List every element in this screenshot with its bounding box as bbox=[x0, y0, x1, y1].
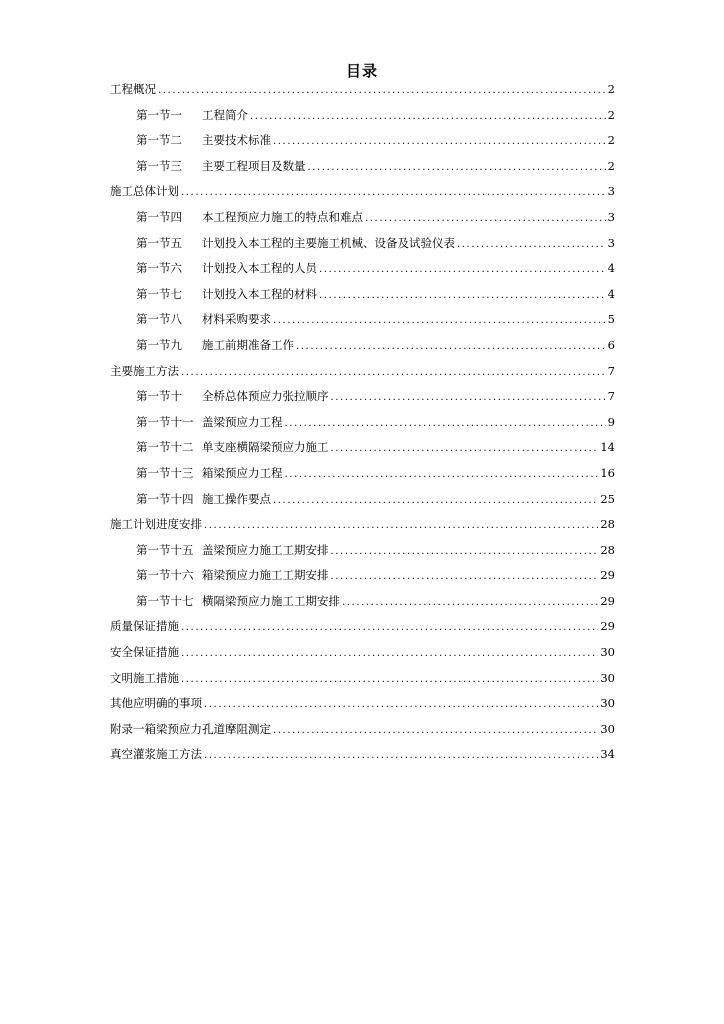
toc-section-entry[interactable] bbox=[110, 592, 615, 618]
toc-entry-page-number: 25 bbox=[600, 491, 615, 506]
toc-entry-number: 第一节十一 bbox=[136, 414, 194, 429]
toc-entry-page-number: 30 bbox=[600, 696, 615, 711]
toc-section-entry[interactable] bbox=[110, 208, 615, 234]
toc-entry-page-number: 30 bbox=[600, 670, 615, 685]
toc-list bbox=[110, 80, 615, 771]
toc-chapter-entry[interactable] bbox=[110, 643, 615, 669]
toc-entry-page-number: 9 bbox=[607, 414, 615, 429]
toc-entry-number: 第一节七 bbox=[136, 286, 182, 301]
toc-entry-title: 文明施工措施 bbox=[110, 670, 179, 685]
toc-entry-page-number: 5 bbox=[607, 312, 615, 327]
toc-entry-title: 计划投入本工程的主要施工机械、设备及试验仪表 bbox=[202, 235, 455, 250]
toc-entry-number: 第一节三 bbox=[136, 158, 182, 173]
toc-dot-leader bbox=[250, 108, 606, 126]
toc-entry-page-number: 3 bbox=[607, 209, 615, 224]
toc-section-entry[interactable] bbox=[110, 541, 615, 567]
toc-dot-leader bbox=[204, 747, 598, 765]
toc-entry-title: 横隔梁预应力施工工期安排 bbox=[202, 593, 340, 608]
toc-entry-page-number: 4 bbox=[607, 286, 615, 301]
toc-entry-number: 第一节十二 bbox=[136, 440, 194, 455]
toc-entry-title: 单支座横隔梁预应力施工 bbox=[202, 440, 329, 455]
toc-entry-number: 第一节十七 bbox=[136, 593, 194, 608]
toc-entry-number: 第一节十六 bbox=[136, 568, 194, 583]
toc-chapter-entry[interactable] bbox=[110, 80, 615, 106]
toc-entry-page-number: 29 bbox=[600, 568, 615, 583]
toc-dot-leader bbox=[204, 517, 598, 535]
toc-dot-leader bbox=[308, 159, 606, 177]
toc-dot-leader bbox=[273, 722, 598, 740]
toc-dot-leader bbox=[273, 133, 606, 151]
toc-entry-number: 第一节四 bbox=[136, 209, 182, 224]
toc-entry-page-number: 6 bbox=[607, 337, 615, 352]
toc-section-entry[interactable] bbox=[110, 259, 615, 285]
toc-entry-page-number: 2 bbox=[607, 107, 615, 122]
toc-entry-title: 主要技术标准 bbox=[202, 133, 271, 148]
toc-entry-title: 本工程预应力施工的特点和难点 bbox=[202, 209, 363, 224]
toc-entry-page-number: 29 bbox=[600, 619, 615, 634]
toc-entry-number: 第一节五 bbox=[136, 235, 182, 250]
toc-dot-leader bbox=[365, 210, 606, 228]
toc-entry-title: 施工总体计划 bbox=[110, 184, 179, 199]
toc-dot-leader bbox=[204, 696, 598, 714]
toc-entry-page-number: 2 bbox=[607, 82, 615, 96]
toc-section-entry[interactable] bbox=[110, 387, 615, 413]
toc-section-entry[interactable] bbox=[110, 157, 615, 183]
toc-entry-title: 主要施工方法 bbox=[110, 363, 179, 378]
toc-entry-title: 工程概况 bbox=[110, 82, 156, 96]
toc-entry-number: 第一节十 bbox=[136, 389, 182, 404]
toc-entry-title: 施工前期准备工作 bbox=[202, 337, 294, 352]
toc-entry-page-number: 28 bbox=[600, 542, 615, 557]
toc-section-entry[interactable] bbox=[110, 234, 615, 260]
toc-section-entry[interactable] bbox=[110, 310, 615, 336]
toc-dot-leader bbox=[273, 492, 598, 510]
toc-entry-title: 工程简介 bbox=[202, 107, 248, 122]
toc-chapter-entry[interactable] bbox=[110, 515, 615, 541]
toc-entry-page-number: 30 bbox=[600, 721, 615, 736]
toc-entry-page-number: 4 bbox=[607, 261, 615, 276]
toc-section-entry[interactable] bbox=[110, 490, 615, 516]
toc-entry-title: 箱梁预应力工程 bbox=[202, 465, 283, 480]
toc-dot-leader bbox=[296, 338, 606, 356]
toc-title: 目录 bbox=[345, 62, 378, 80]
toc-chapter-entry[interactable] bbox=[110, 745, 615, 771]
toc-section-entry[interactable] bbox=[110, 464, 615, 490]
toc-entry-number: 第一节十五 bbox=[136, 542, 194, 557]
toc-entry-number: 第一节一 bbox=[136, 107, 182, 122]
toc-entry-title: 附录一箱梁预应力孔道摩阻测定 bbox=[110, 721, 271, 736]
toc-entry-title: 质量保证措施 bbox=[110, 619, 179, 634]
toc-dot-leader bbox=[319, 261, 606, 279]
toc-dot-leader bbox=[181, 184, 606, 202]
toc-chapter-entry[interactable] bbox=[110, 694, 615, 720]
toc-section-entry[interactable] bbox=[110, 566, 615, 592]
toc-entry-title: 施工计划进度安排 bbox=[110, 517, 202, 532]
toc-entry-page-number: 30 bbox=[600, 645, 615, 660]
toc-dot-leader bbox=[273, 312, 606, 330]
toc-entry-page-number: 7 bbox=[607, 389, 615, 404]
toc-dot-leader bbox=[457, 236, 606, 254]
toc-entry-page-number: 14 bbox=[600, 440, 615, 455]
toc-chapter-entry[interactable] bbox=[110, 720, 615, 746]
toc-section-entry[interactable] bbox=[110, 106, 615, 132]
toc-entry-title: 计划投入本工程的人员 bbox=[202, 261, 317, 276]
toc-entry-title: 计划投入本工程的材料 bbox=[202, 286, 317, 301]
toc-section-entry[interactable] bbox=[110, 336, 615, 362]
toc-entry-page-number: 3 bbox=[607, 184, 615, 199]
toc-dot-leader bbox=[181, 619, 598, 637]
toc-entry-number: 第一节八 bbox=[136, 312, 182, 327]
toc-dot-leader bbox=[181, 671, 598, 689]
toc-entry-title: 盖梁预应力施工工期安排 bbox=[202, 542, 329, 557]
toc-entry-page-number: 2 bbox=[607, 158, 615, 173]
toc-chapter-entry[interactable] bbox=[110, 362, 615, 388]
toc-entry-number: 第一节六 bbox=[136, 261, 182, 276]
toc-entry-page-number: 7 bbox=[607, 363, 615, 378]
toc-entry-title: 真空灌浆施工方法 bbox=[110, 747, 202, 762]
toc-entry-page-number: 2 bbox=[607, 133, 615, 148]
toc-entry-page-number: 29 bbox=[600, 593, 615, 608]
toc-entry-number: 第一节九 bbox=[136, 337, 182, 352]
toc-chapter-entry[interactable] bbox=[110, 669, 615, 695]
toc-entry-title: 其他应明确的事项 bbox=[110, 696, 202, 711]
toc-dot-leader bbox=[331, 543, 599, 561]
toc-entry-page-number: 3 bbox=[607, 235, 615, 250]
toc-entry-title: 安全保证措施 bbox=[110, 645, 179, 660]
toc-dot-leader bbox=[342, 594, 598, 612]
toc-section-entry[interactable] bbox=[110, 131, 615, 157]
toc-entry-page-number: 16 bbox=[600, 465, 615, 480]
toc-chapter-entry[interactable] bbox=[110, 182, 615, 208]
toc-dot-leader bbox=[319, 287, 606, 305]
toc-entry-title: 主要工程项目及数量 bbox=[202, 158, 306, 173]
toc-section-entry[interactable] bbox=[110, 285, 615, 311]
toc-section-entry[interactable] bbox=[110, 438, 615, 464]
toc-entry-number: 第一节十三 bbox=[136, 465, 194, 480]
toc-entry-number: 第一节二 bbox=[136, 133, 182, 148]
toc-dot-leader bbox=[331, 568, 599, 586]
toc-dot-leader bbox=[181, 364, 606, 382]
toc-entry-title: 全桥总体预应力张拉顺序 bbox=[202, 389, 329, 404]
toc-entry-page-number: 28 bbox=[600, 517, 615, 532]
toc-entry-page-number: 34 bbox=[600, 747, 615, 762]
toc-dot-leader bbox=[285, 466, 599, 484]
toc-entry-number: 第一节十四 bbox=[136, 491, 194, 506]
toc-entry-title: 箱梁预应力施工工期安排 bbox=[202, 568, 329, 583]
toc-entry-title: 材料采购要求 bbox=[202, 312, 271, 327]
toc-chapter-entry[interactable] bbox=[110, 617, 615, 643]
toc-dot-leader bbox=[331, 389, 606, 407]
toc-dot-leader bbox=[285, 415, 606, 433]
toc-dot-leader bbox=[158, 82, 606, 100]
toc-entry-title: 施工操作要点 bbox=[202, 491, 271, 506]
toc-dot-leader bbox=[181, 645, 598, 663]
toc-dot-leader bbox=[331, 440, 599, 458]
toc-entry-title: 盖梁预应力工程 bbox=[202, 414, 283, 429]
toc-section-entry[interactable] bbox=[110, 413, 615, 439]
